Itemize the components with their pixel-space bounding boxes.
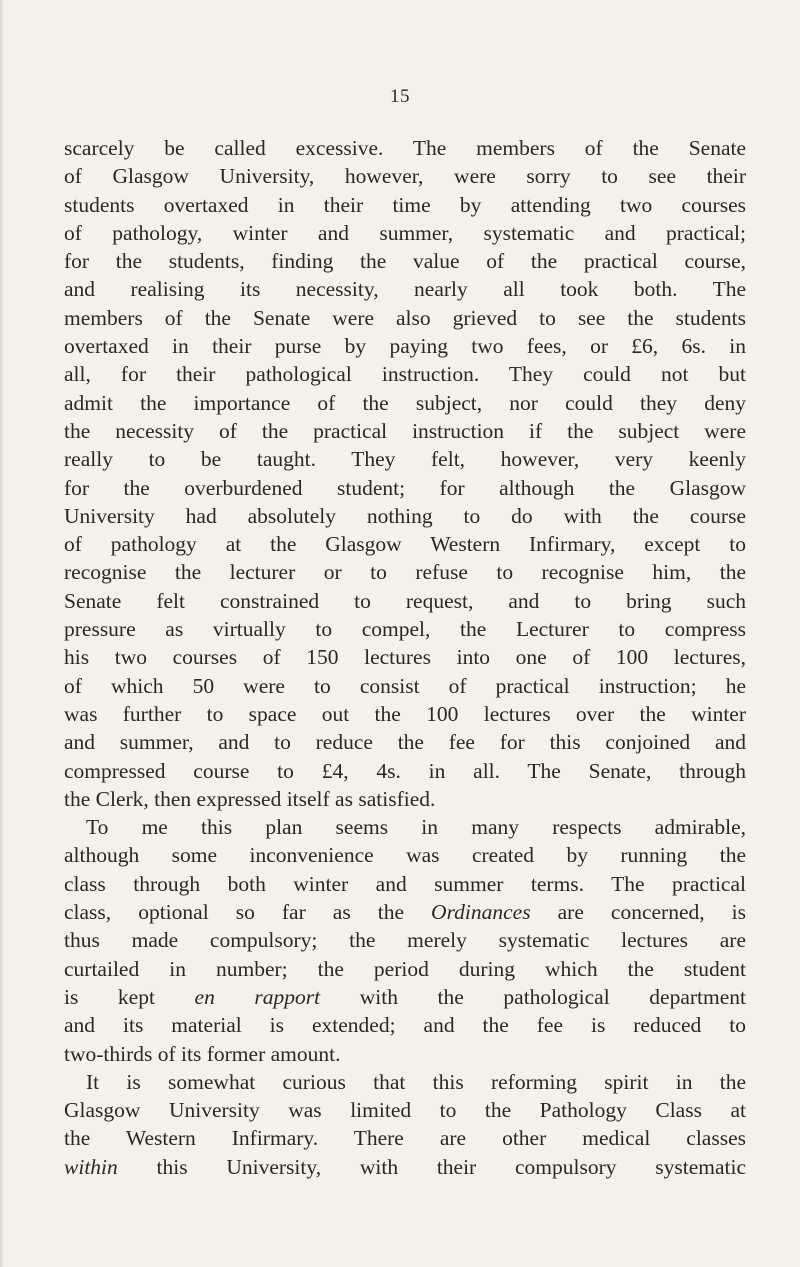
text-line: University had absolutely nothing to do with the course xyxy=(64,503,746,528)
text-line: all, for their pathological instruction. They could not but xyxy=(64,362,746,387)
text-line-mixed xyxy=(64,898,746,926)
text-line: for the overburdened student; for although the Glasgow xyxy=(64,475,746,500)
text-line: pressure as virtually to compel, the Lecturer to compress xyxy=(64,617,746,642)
text-line: class through both winter and summer terms. The practical xyxy=(64,871,746,896)
text-line: of pathology at the Glasgow Western Infirmary, except to xyxy=(64,532,746,557)
text-line-mixed xyxy=(64,983,746,1011)
text-line: the Western Infirmary. There are other medical classes xyxy=(64,1126,746,1151)
italic-text-ordinances: Ordinances xyxy=(431,900,531,925)
text-line: of pathology, winter and summer, systematic and practical; xyxy=(64,220,746,245)
text-line: recognise the lecturer or to refuse to recognise him, the xyxy=(64,560,746,585)
text-line: although some inconvenience was created by running the xyxy=(64,843,746,868)
text-line: Glasgow University was limited to the Pathology Class at xyxy=(64,1098,746,1123)
italic-text-within: within xyxy=(64,1154,118,1179)
text-line: the Clerk, then expressed itself as satisfied. xyxy=(64,786,436,811)
text-line: the necessity of the practical instruction if the subject were xyxy=(64,418,746,443)
text-line: was further to space out the 100 lectures over the winter xyxy=(64,701,746,726)
text-line: admit the importance of the subject, nor could they deny xyxy=(64,390,746,415)
text-line-mixed xyxy=(64,1153,746,1181)
page-number: 15 xyxy=(390,86,410,107)
text-line: students overtaxed in their time by attending two courses xyxy=(64,192,746,217)
text-line: really to be taught. They felt, however, very keenly xyxy=(64,447,746,472)
text-line: and realising its necessity, nearly all took both. The xyxy=(64,277,746,302)
text-line: Senate felt constrained to request, and to bring such xyxy=(64,588,746,613)
text-run: are concerned, is xyxy=(530,900,746,925)
text-line: scarcely be called excessive. The members of the Senate xyxy=(64,136,746,160)
text-line: compressed course to £4, 4s. in all. The Senate, through xyxy=(64,758,746,783)
text-line: thus made compulsory; the merely systematic lectures are xyxy=(64,928,746,953)
text-line: two-thirds of its former amount. xyxy=(64,1041,341,1066)
page-edge-shadow xyxy=(0,0,4,1267)
italic-text-en-rapport: en rapport xyxy=(194,984,321,1009)
text-line: and summer, and to reduce the fee for this conjoined and xyxy=(64,730,746,755)
text-line: It is somewhat curious that this reforming spirit in the xyxy=(86,1069,746,1094)
text-run: is kept xyxy=(64,984,195,1009)
text-line: members of the Senate were also grieved to see the students xyxy=(64,305,746,330)
text-line: of which 50 were to consist of practical instruction; he xyxy=(64,673,746,698)
text-line: overtaxed in their purse by paying two fees, or £6, 6s. in xyxy=(64,334,746,359)
text-line: his two courses of 150 lectures into one of 100 lectures, xyxy=(64,645,746,670)
text-line: and its material is extended; and the fee is reduced to xyxy=(64,1013,746,1038)
text-run: this University, with their compulsory systematic xyxy=(117,1154,746,1179)
text-line: for the students, finding the value of the practical course, xyxy=(64,249,746,274)
text-run: class, optional so far as the xyxy=(64,900,432,925)
text-line: of Glasgow University, however, were sorry to see their xyxy=(64,164,746,189)
text-line: curtailed in number; the period during which the student xyxy=(64,956,746,981)
text-line: To me this plan seems in many respects admirable, xyxy=(86,815,746,840)
body-text xyxy=(64,134,746,1181)
text-run: with the pathological department xyxy=(320,984,746,1009)
